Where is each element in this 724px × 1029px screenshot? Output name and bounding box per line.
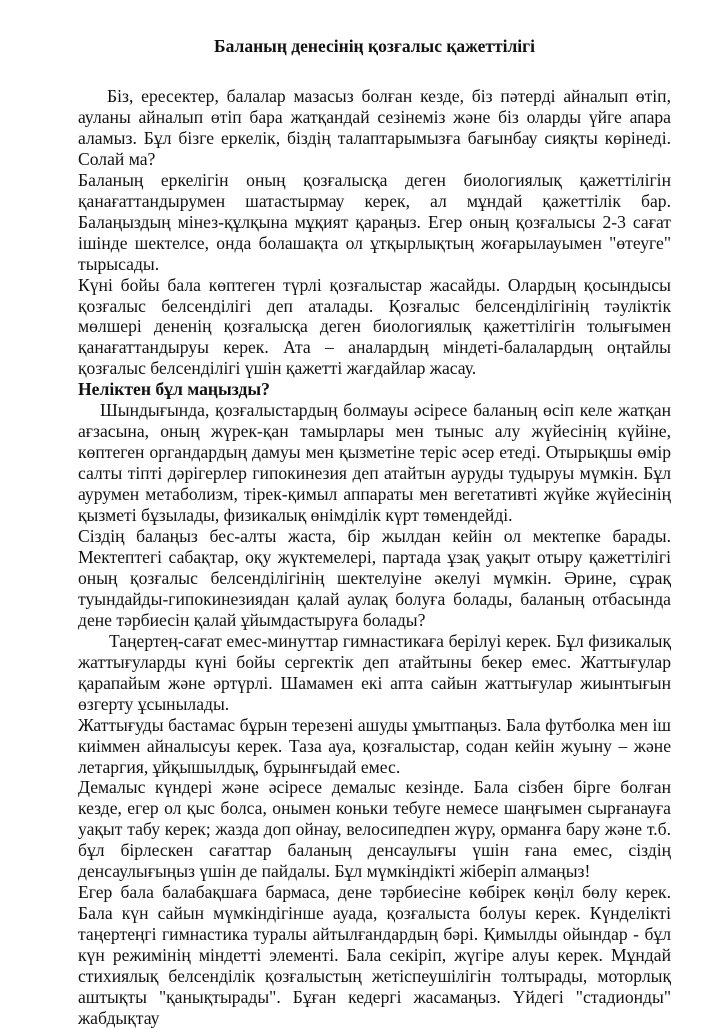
paragraph-motor-activity: Күні бойы бала көптеген түрлі қозғалыстар жасайды. Олардың қосындысы қозғалыс белсенділігі деп аталады. Қозғалыс белсенділігінің тәуліктік мөлшері дененің қозғалысқа деген биологиялық қажеттілігін толығымен қанағаттандыруы керек. Ата – аналардың міндеті-балалардың оңтайлы қозғалыс белсенділігі үшін қажетті жағдайлар жасау. [78, 274, 671, 379]
section-heading: Неліктен бұл маңызды? [78, 379, 270, 400]
document-page [78, 35, 671, 1029]
paragraph-kindergarten: Егер бала балабақшаға бармаса, дене тәрбиесіне көбірек көңіл бөлу керек. Бала күн сайын мүмкіндігінше ауада, қозғалыста болуы керек. Күнделікті таңертеңгі гимнастика туралы айтылғандардың бәрі. Қимылды ойындар - бұл күн режимінің міндетті элементі. Бала секіріп, жүгіре алуы керек. Мұндай стихиялық белсенділік қозғалыстың жетіспеушілігін толтырады, моторлық аштықты "қанықтырады". Бұған кедергі жасамаңыз. Үйдегі "стадионды" жабдықтау [78, 882, 671, 1028]
paragraph-hypokinesia: Шындығында, қозғалыстардың болмауы әсіресе баланың өсіп келе жатқан ағзасына, оның жүрек-қан тамырлары мен тыныс алу жүйесінің күйіне, көптеген органдардың дамуы мен қызметіне теріс әсер етеді. Отырықшы өмір салты тіпті дәрігерлер гипокинезия деп атайтын ауруды тудыруы мүмкін. Бұл аурумен метаболизм, тірек-қимыл аппараты мен вегетативті жүйке жүйесінің қызметі бұзылады, физикалық өнімділік күрт төмендейді. [78, 400, 671, 526]
paragraph-intro: Біз, ересектер, балалар мазасыз болған кезде, біз пәтерді айналып өтіп, ауланы айналып өтіп бара жатқандай сезінеміз және біз оларды үйге апара аламыз. Бұл бізге еркелік, біздің талаптарымызға бағынбау сияқты көрінеді. Солай ма? [78, 86, 671, 169]
document-title: Баланың денесінің қозғалыс қажеттілігі [214, 36, 535, 56]
paragraph-biological-need: Баланың еркелігін оның қозғалысқа деген биологиялық қажеттілігін қанағаттандырумен шатастырмау керек, ал мұндай қажеттілік бар. Балаңыздың мінез-құлқына мұқият қараңыз. Егер оның қозғалысы 2-3 сағат ішінде шектелсе, онда болашақта ол ұтқырлықтың жоғарылауымен "өтеуге" тырысады. [78, 169, 671, 274]
paragraph-morning-gymnastics: Таңертең-сағат емес-минуттар гимнастикаға берілуі керек. Бұл физикалық жаттығуларды күні бойы сергектік деп атайтыны бекер емес. Жаттығулар қарапайым және әртүрлі. Шамамен екі апта сайын жаттығулар жиынтығын өзгерту ұсынылады. [78, 630, 671, 714]
paragraph-school-age: Сіздің балаңыз бес-алты жаста, бір жылдан кейін ол мектепке барады. Мектептегі сабақтар, оқу жүктемелері, партада ұзақ уақыт отыру қажеттілігі оның қозғалыс белсенділігінің шектелуіне әкелуі мүмкін. Әрине, сұрақ туындайды-гипокинезиядан қалай аулақ болуға болады, баланың отбасында дене тәрбиесін қалай ұйымдастыруға болады? [78, 526, 671, 630]
paragraph-weekends: Демалыс күндері және әсіресе демалыс кезінде. Бала сізбен бірге болған кезде, егер ол қыс болса, онымен коньки тебуге немесе шаңғымен сырғанауға уақыт табу керек; жазда доп ойнау, велосипедпен жүру, орманға бару және т.б. бұл бірлескен сағаттар баланың денсаулығы үшін ғана емес, сіздің денсаулығыңыз үшін де пайдалы. Бұл мүмкіндікті жіберіп алмаңыз! [78, 777, 671, 882]
paragraph-fresh-air: Жаттығуды бастамас бұрын терезені ашуды ұмытпаңыз. Бала футболка мен іш киіммен айналысуы керек. Таза ауа, қозғалыстар, содан кейін жуыну – және летаргия, ұйқышылдық, бұрынғыдай емес. [78, 714, 671, 777]
